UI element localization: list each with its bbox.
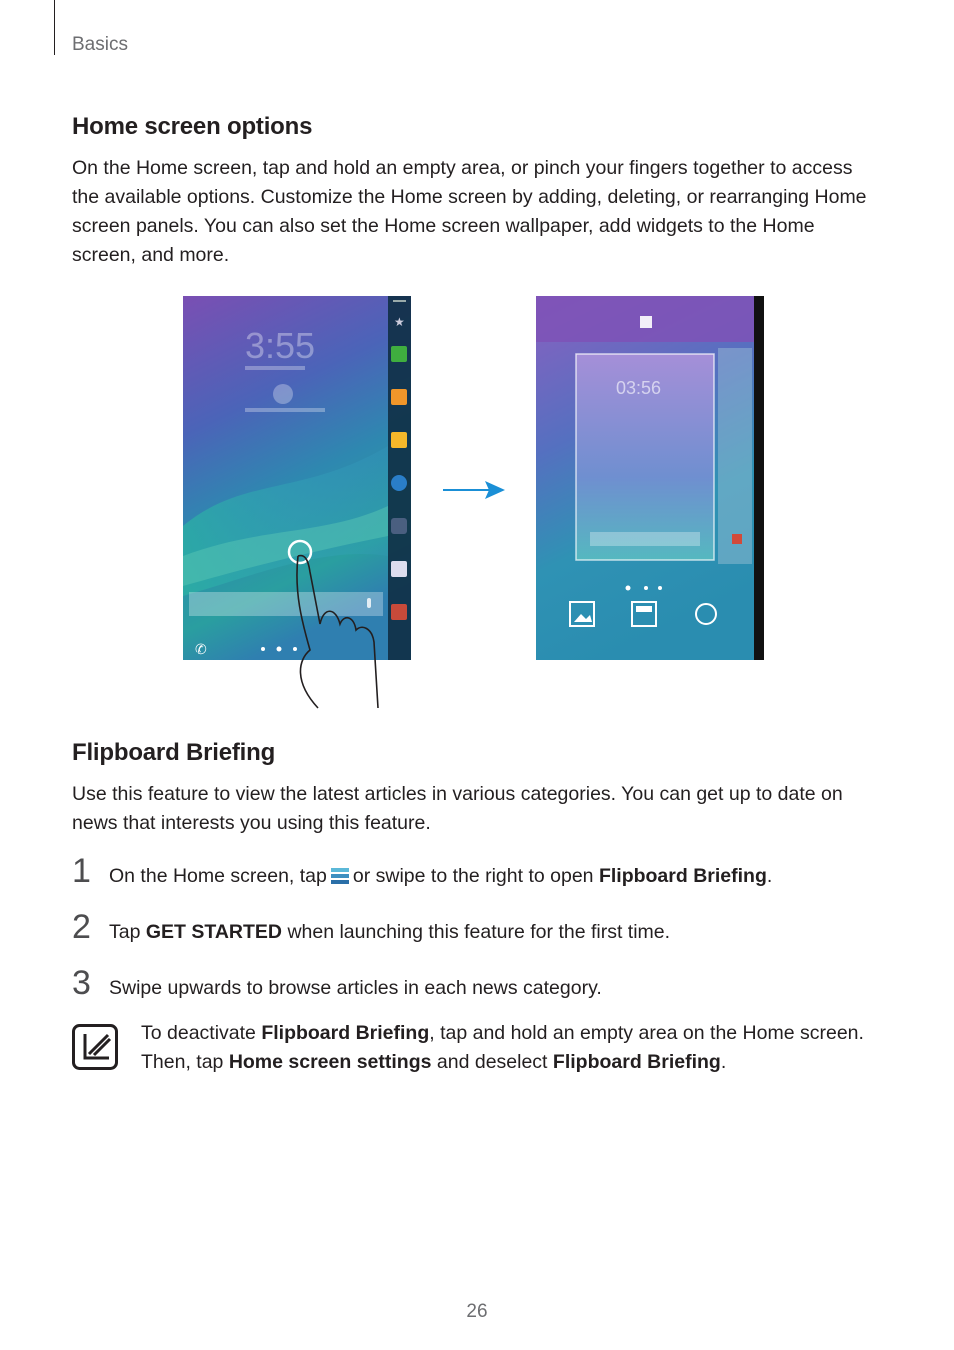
- note-text: To deactivate Flipboard Briefing, tap and hold an empty area on the Home screen. Then, tap Home screen settings and deselect Flipboard Briefing.: [141, 1022, 864, 1073]
- step-3-number: 3: [72, 964, 91, 1002]
- right-clock: 03:56: [616, 378, 662, 398]
- home-options-heading: Home screen options: [72, 113, 313, 140]
- flipboard-intro: Use this feature to view the latest articles in various categories. You can get up to date on news that interests you using this feature.: [72, 783, 843, 834]
- hand-tap-gesture-icon: [280, 532, 400, 710]
- phone-home-options: [536, 296, 764, 660]
- section-label: Basics: [72, 34, 128, 55]
- step-2-number: 2: [72, 908, 91, 946]
- step-1: [72, 852, 877, 898]
- svg-text:✆: ✆: [195, 642, 207, 658]
- page-number: 26: [466, 1301, 488, 1322]
- step-2-text: Tap GET STARTED when launching this feature for the first time.: [109, 921, 671, 943]
- note-icon: [72, 1024, 118, 1070]
- header-rule: [54, 0, 55, 55]
- flipboard-panel-icon: [330, 865, 350, 883]
- step-2: [72, 908, 877, 954]
- step-1-text: On the Home screen, tap or swipe to the right to open Flipboard Briefing.: [109, 865, 773, 887]
- flipboard-heading: Flipboard Briefing: [72, 739, 276, 766]
- step-1-number: 1: [72, 852, 91, 890]
- transition-arrow-icon: [441, 478, 507, 502]
- left-clock: 3:55: [245, 325, 316, 366]
- step-3-text: Swipe upwards to browse articles in each news category.: [109, 977, 602, 999]
- svg-text:★: ★: [394, 315, 405, 329]
- home-options-body: On the Home screen, tap and hold an empty area, or pinch your fingers together to access the available options. Customize the Home screen by adding, deleting, or rearranging Home screen panels. You can also set the Home screen wallpaper, add widgets to the Home screen, and more.: [72, 157, 867, 266]
- home-screen-figure: [180, 296, 770, 710]
- step-3: [72, 964, 877, 1010]
